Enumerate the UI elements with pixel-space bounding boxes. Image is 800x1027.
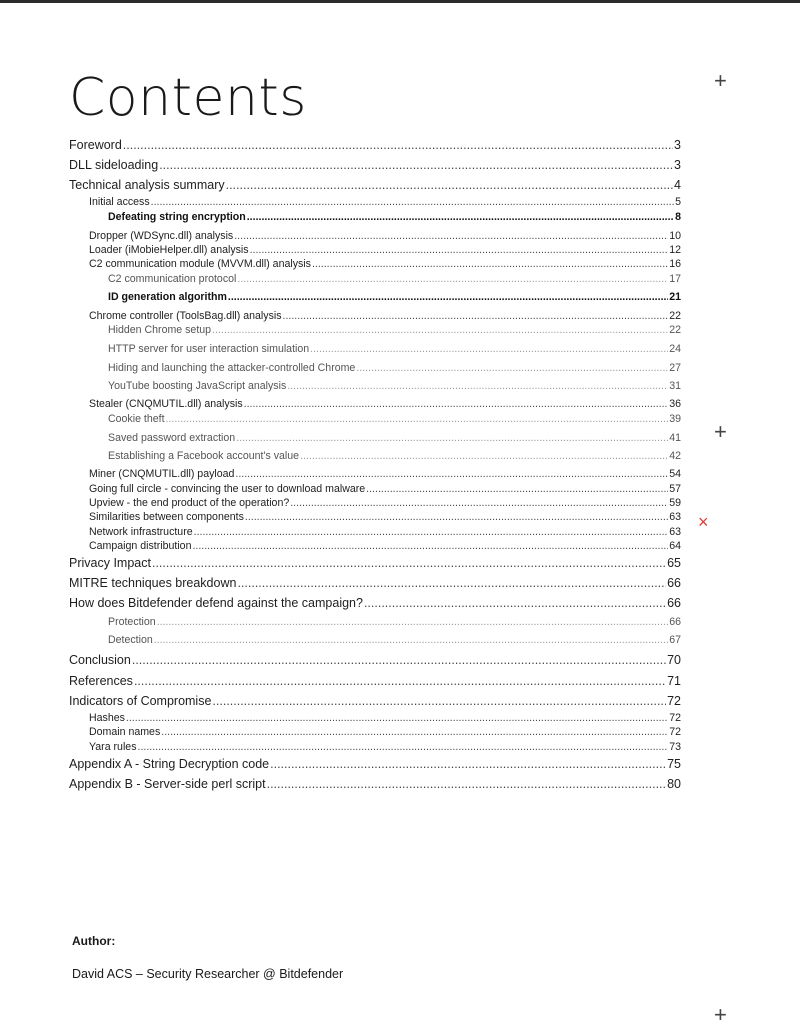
toc-entry[interactable] <box>69 741 681 753</box>
toc-entry[interactable] <box>69 343 681 355</box>
toc-entry[interactable] <box>69 310 681 322</box>
toc-leader-dots <box>212 694 666 708</box>
toc-page-number: 71 <box>667 674 681 688</box>
plus-icon: + <box>714 1002 727 1027</box>
toc-entry[interactable] <box>69 694 681 708</box>
toc-page-number: 31 <box>669 380 681 392</box>
toc-page-number: 63 <box>669 526 681 538</box>
toc-entry-label: Protection <box>108 616 156 628</box>
toc-entry-label: Stealer (CNQMUTIL.dll) analysis <box>89 398 243 410</box>
toc-leader-dots <box>244 398 669 410</box>
toc-entry[interactable] <box>69 196 681 208</box>
toc-leader-dots <box>245 511 668 523</box>
toc-entry-label: Appendix A - String Decryption code <box>69 757 270 771</box>
toc-entry-label: Domain names <box>89 726 161 738</box>
page-title: Contents <box>69 68 307 128</box>
toc-leader-dots <box>356 362 668 374</box>
toc-page-number: 72 <box>669 726 681 738</box>
toc-leader-dots <box>364 596 666 610</box>
toc-entry[interactable] <box>69 596 681 610</box>
toc-entry[interactable] <box>69 556 681 570</box>
toc-entry[interactable] <box>69 273 681 285</box>
toc-page-number: 66 <box>669 616 681 628</box>
toc-entry-label: Saved password extraction <box>108 432 236 444</box>
toc-entry-label: Miner (CNQMUTIL.dll) payload <box>89 468 235 480</box>
toc-leader-dots <box>310 343 668 355</box>
toc-leader-dots <box>161 726 668 738</box>
toc-leader-dots <box>138 741 669 753</box>
toc-entry[interactable] <box>69 244 681 256</box>
toc-entry[interactable] <box>69 576 681 590</box>
toc-page-number: 66 <box>667 596 681 610</box>
toc-leader-dots <box>228 291 668 303</box>
toc-entry-label: Foreword <box>69 138 122 152</box>
toc-entry-label: Hidden Chrome setup <box>108 324 212 336</box>
toc-page-number: 67 <box>669 634 681 646</box>
toc-leader-dots <box>290 497 668 509</box>
toc-entry-label: References <box>69 674 133 688</box>
toc-page-number: 73 <box>669 741 681 753</box>
toc-entry-label: Cookie theft <box>108 413 165 425</box>
top-border <box>0 0 800 3</box>
toc-leader-dots <box>132 653 666 667</box>
toc-page-number: 39 <box>669 413 681 425</box>
toc-page-number: 36 <box>669 398 681 410</box>
toc-entry[interactable] <box>69 258 681 270</box>
toc-entry[interactable] <box>69 230 681 242</box>
toc-entry-label: Privacy Impact <box>69 556 151 570</box>
toc-entry[interactable] <box>69 497 681 509</box>
toc-entry-label: Establishing a Facebook account's value <box>108 450 300 462</box>
toc-page-number: 75 <box>667 757 681 771</box>
toc-entry[interactable] <box>69 380 681 392</box>
toc-entry[interactable] <box>69 726 681 738</box>
toc-entry[interactable] <box>69 674 681 688</box>
toc-leader-dots <box>126 712 668 724</box>
toc-entry[interactable] <box>69 777 681 791</box>
toc-entry-label: Hiding and launching the attacker-controlled Chrome <box>108 362 356 374</box>
toc-page-number: 70 <box>667 653 681 667</box>
toc-entry-label: C2 communication module (MVVM.dll) analysis <box>89 258 311 270</box>
toc-entry[interactable] <box>69 634 681 646</box>
toc-page-number: 72 <box>667 694 681 708</box>
toc-entry[interactable] <box>69 526 681 538</box>
toc-page-number: 21 <box>669 291 681 303</box>
toc-leader-dots <box>152 556 666 570</box>
toc-leader-dots <box>300 450 668 462</box>
toc-entry-label: YouTube boosting JavaScript analysis <box>108 380 287 392</box>
toc-leader-dots <box>212 324 668 336</box>
toc-page-number: 59 <box>669 497 681 509</box>
toc-entry[interactable] <box>69 540 681 552</box>
toc-entry-label: Detection <box>108 634 153 646</box>
toc-leader-dots <box>154 634 668 646</box>
toc-leader-dots <box>134 674 666 688</box>
toc-entry-label: Dropper (WDSync.dll) analysis <box>89 230 234 242</box>
toc-leader-dots <box>270 757 666 771</box>
toc-page-number: 41 <box>669 432 681 444</box>
toc-entry-label: Chrome controller (ToolsBag.dll) analysis <box>89 310 282 322</box>
toc-entry[interactable] <box>69 324 681 336</box>
toc-entry-label: Hashes <box>89 712 125 724</box>
toc-page-number: 57 <box>669 483 681 495</box>
toc-page-number: 5 <box>675 196 681 208</box>
toc-entry[interactable] <box>69 616 681 628</box>
toc-entry[interactable] <box>69 432 681 444</box>
toc-leader-dots <box>236 432 668 444</box>
toc-page-number: 22 <box>669 324 681 336</box>
toc-page-number: 4 <box>674 178 681 192</box>
toc-entry[interactable] <box>69 138 681 152</box>
toc-leader-dots <box>312 258 668 270</box>
toc-page-number: 24 <box>669 343 681 355</box>
toc-leader-dots <box>267 777 666 791</box>
toc-leader-dots <box>366 483 668 495</box>
toc-entry[interactable] <box>69 653 681 667</box>
toc-page-number: 8 <box>675 211 681 223</box>
toc-entry-label: ID generation algorithm <box>108 291 227 303</box>
toc-page-number: 16 <box>669 258 681 270</box>
toc-entry-label: Conclusion <box>69 653 131 667</box>
toc-entry-label: Loader (iMobieHelper.dll) analysis <box>89 244 249 256</box>
toc-entry-label: Technical analysis summary <box>69 178 225 192</box>
toc-page-number: 3 <box>674 158 681 172</box>
toc-page-number: 3 <box>674 138 681 152</box>
toc-page-number: 65 <box>667 556 681 570</box>
toc-page-number: 12 <box>669 244 681 256</box>
toc-entry-label: Campaign distribution <box>89 540 192 552</box>
toc-leader-dots <box>247 211 674 223</box>
author-name: David ACS – Security Researcher @ Bitdefender <box>72 967 344 981</box>
toc-entry[interactable] <box>69 413 681 425</box>
plus-icon: + <box>714 68 727 93</box>
toc-page-number: 17 <box>669 273 681 285</box>
toc-leader-dots <box>151 196 674 208</box>
toc-entry[interactable] <box>69 158 681 172</box>
toc-leader-dots <box>226 178 673 192</box>
toc-entry[interactable] <box>69 291 681 303</box>
toc-leader-dots <box>237 576 666 590</box>
toc-entry-label: MITRE techniques breakdown <box>69 576 237 590</box>
close-icon: × <box>698 512 709 532</box>
toc-leader-dots <box>159 158 673 172</box>
toc-entry-label: Going full circle - convincing the user to download malware <box>89 483 366 495</box>
toc-entry[interactable] <box>69 450 681 462</box>
toc-page-number: 64 <box>669 540 681 552</box>
toc-page-number: 66 <box>667 576 681 590</box>
toc-page-number: 80 <box>667 777 681 791</box>
toc-entry[interactable] <box>69 468 681 480</box>
author-label: Author: <box>72 934 116 948</box>
toc-page-number: 22 <box>669 310 681 322</box>
toc-leader-dots <box>250 244 669 256</box>
toc-page-number: 27 <box>669 362 681 374</box>
toc-entry-label: C2 communication protocol <box>108 273 237 285</box>
toc-leader-dots <box>194 526 669 538</box>
toc-entry-label: Initial access <box>89 196 150 208</box>
toc-page-number: 42 <box>669 450 681 462</box>
toc-page-number: 63 <box>669 511 681 523</box>
toc-leader-dots <box>287 380 668 392</box>
toc-leader-dots <box>237 273 668 285</box>
toc-entry-label: Yara rules <box>89 741 137 753</box>
toc-entry[interactable] <box>69 511 681 523</box>
toc-page-number: 10 <box>669 230 681 242</box>
toc-entry-label: HTTP server for user interaction simulation <box>108 343 310 355</box>
toc-entry[interactable] <box>69 211 681 223</box>
toc-leader-dots <box>234 230 668 242</box>
toc-leader-dots <box>235 468 668 480</box>
toc-page-number: 54 <box>669 468 681 480</box>
toc-leader-dots <box>123 138 673 152</box>
toc-entry-label: DLL sideloading <box>69 158 159 172</box>
toc-leader-dots <box>166 413 669 425</box>
toc-leader-dots <box>283 310 669 322</box>
toc-entry-label: Network infrastructure <box>89 526 193 538</box>
toc-entry[interactable] <box>69 757 681 771</box>
toc-page-number: 72 <box>669 712 681 724</box>
plus-icon: + <box>714 419 727 444</box>
toc-entry[interactable] <box>69 483 681 495</box>
toc-leader-dots <box>192 540 668 552</box>
toc-entry-label: Similarities between components <box>89 511 244 523</box>
toc-entry[interactable] <box>69 178 681 192</box>
toc-entry-label: Indicators of Compromise <box>69 694 212 708</box>
toc-entry-label: How does Bitdefender defend against the campaign? <box>69 596 363 610</box>
toc-entry-label: Appendix B - Server-side perl script <box>69 777 266 791</box>
toc-leader-dots <box>157 616 669 628</box>
toc-entry[interactable] <box>69 362 681 374</box>
toc-entry-label: Defeating string encryption <box>108 211 246 223</box>
toc-entry-label: Upview - the end product of the operation? <box>89 497 290 509</box>
toc-entry[interactable] <box>69 712 681 724</box>
toc-entry[interactable] <box>69 398 681 410</box>
